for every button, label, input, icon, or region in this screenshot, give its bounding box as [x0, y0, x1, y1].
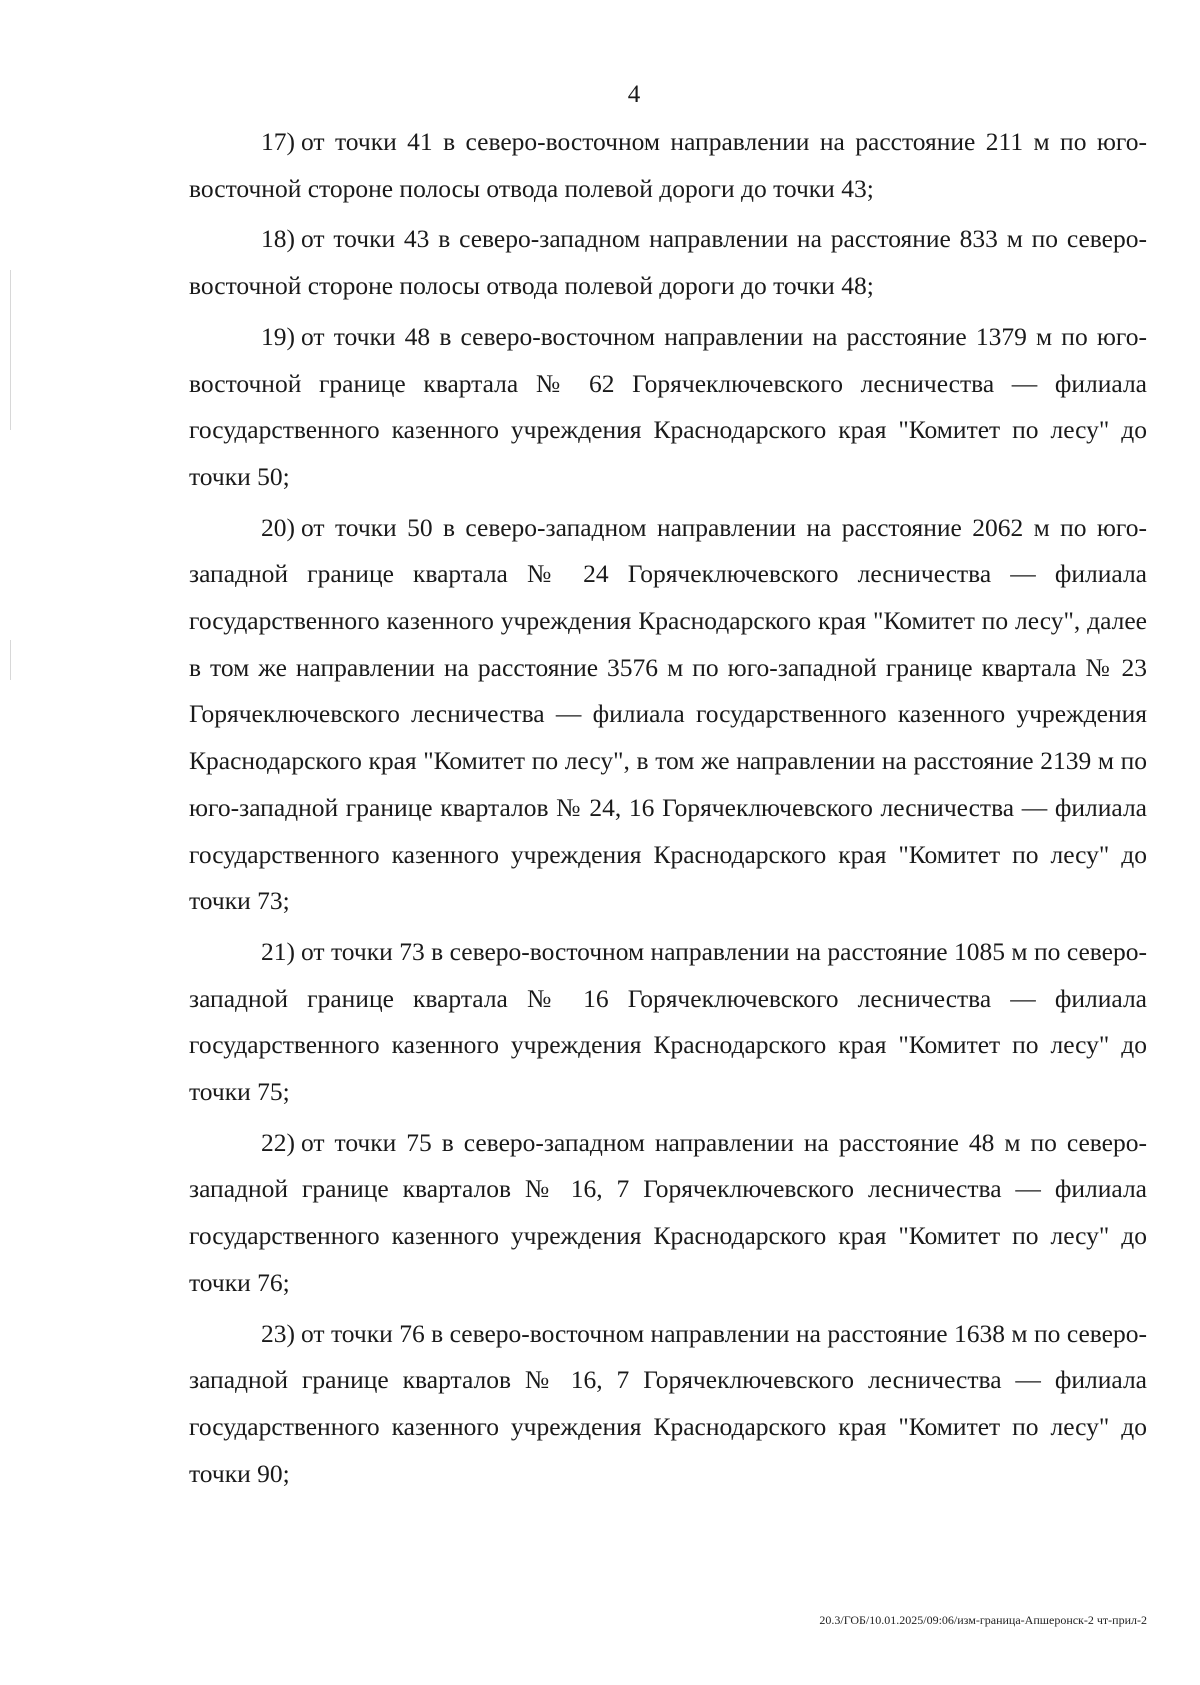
list-item-number: 18)	[261, 224, 295, 254]
list-item-text: от точки 41 в северо-восточном направлении на расстояние 211 м по юго-восточной стороне полосы отвода полевой дороги до точки 43;	[189, 127, 1147, 203]
list-item-text: от точки 75 в северо-западном направлении на расстояние 48 м по северо-западной границе кварталов № 16, 7 Горячеключевского лесничества — филиала государственного казенного учреждения Краснодарского края "Комитет по лесу" до точки 76;	[189, 1127, 1147, 1297]
list-item-number: 23)	[261, 1318, 295, 1348]
list-item-text: от точки 43 в северо-западном направлении на расстояние 833 м по северо-восточной стороне полосы отвода полевой дороги до точки 48;	[189, 224, 1147, 301]
list-item-text: от точки 48 в северо-восточном направлении на расстояние 1379 м по юго-восточной границе квартала № 62 Горячеключевского лесничества — филиала государственного казенного учреждения Краснодарского края "Комитет по лесу" до точки 50;	[189, 321, 1147, 491]
list-item	[189, 1120, 1147, 1307]
list-item-number: 22)	[261, 1127, 295, 1157]
list-item-number: 21)	[261, 936, 295, 966]
list-item-number: 19)	[261, 321, 295, 351]
page-number: 4	[627, 81, 641, 108]
document-footer-code: 20.3/ГОБ/10.01.2025/09:06/изм-граница-Апшеронск-2 чт-прил-2	[819, 1613, 1147, 1627]
list-item-number: 20)	[261, 512, 295, 542]
list-item	[189, 216, 1147, 309]
scan-edge-mark	[10, 640, 11, 680]
list-item	[189, 1311, 1147, 1498]
document-body	[189, 119, 1147, 1501]
list-item-text: от точки 50 в северо-западном направлении на расстояние 2062 м по юго-западной границе квартала № 24 Горячеключевского лесничества — филиала государственного казенного учреждения Краснодарского края "Комитет по лесу", далее в том же направлении на расстояние 3576 м по юго-западной границе квартала № 23 Горячеключевского лесничества — филиала государственного казенного учреждения Краснодарского края "Комитет по лесу", в том же направлении на расстояние 2139 м по юго-западной границе кварталов № 24, 16 Горячеключевского лесничества — филиала государственного казенного учреждения Краснодарского края "Комитет по лесу" до точки 73;	[189, 512, 1147, 916]
list-item-text: от точки 73 в северо-восточном направлении на расстояние 1085 м по северо-западной границе квартала № 16 Горячеключевского лесничества — филиала государственного казенного учреждения Краснодарского края "Комитет по лесу" до точки 75;	[189, 936, 1147, 1107]
list-item	[189, 314, 1147, 501]
list-item-text: от точки 76 в северо-восточном направлении на расстояние 1638 м по северо-западной границе кварталов № 16, 7 Горячеключевского лесничества — филиала государственного казенного учреждения Краснодарского края "Комитет по лесу" до точки 90;	[189, 1318, 1147, 1488]
list-item	[189, 119, 1147, 212]
scan-edge-mark	[10, 270, 11, 430]
list-item	[189, 505, 1147, 925]
list-item	[189, 929, 1147, 1116]
list-item-number: 17)	[261, 127, 295, 156]
